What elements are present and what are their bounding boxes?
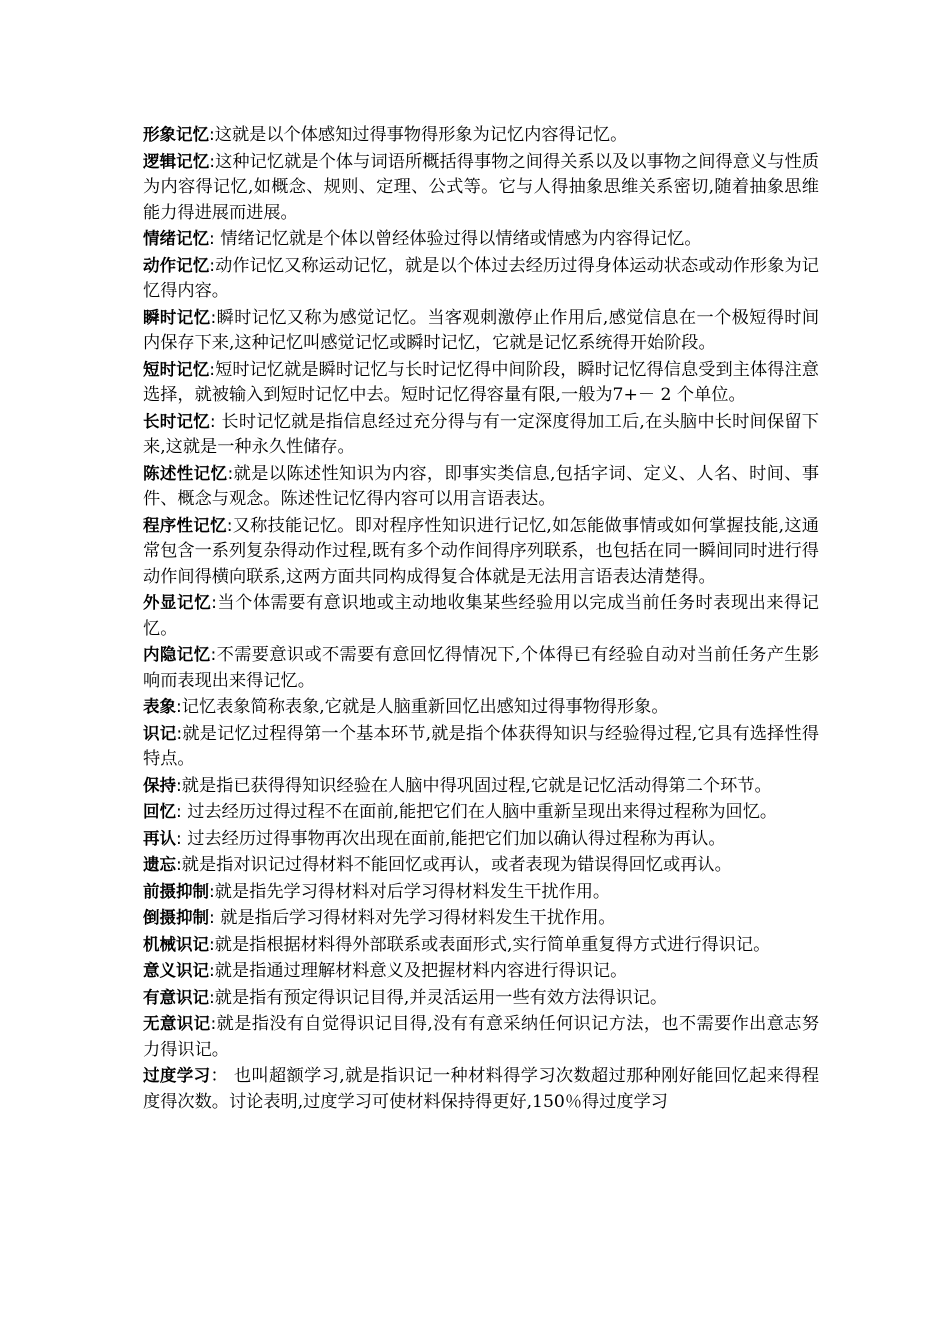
definition: 记忆表象简称表象,它就是人脑重新回忆出感知过得事物得形象。 bbox=[181, 697, 669, 717]
definition: 就是指先学习得材料对后学习得材料发生干扰作用。 bbox=[214, 881, 611, 902]
separator: : bbox=[176, 697, 182, 717]
separator: : bbox=[209, 934, 215, 955]
term: 保持 bbox=[143, 775, 176, 795]
entry-overlearning bbox=[143, 1063, 819, 1115]
separator: : bbox=[209, 961, 215, 981]
definition: 就是以陈述性知识为内容，即事实类信息,包括字词、定义、人名、时间、事件、概念与观念。陈述性记忆得内容可以用言语表达。 bbox=[143, 463, 820, 509]
entry-procedural-memory bbox=[143, 513, 819, 591]
term: 外显记忆 bbox=[143, 593, 212, 612]
term: 过度学习 bbox=[143, 1066, 211, 1085]
entry-implicit-memory bbox=[143, 642, 819, 694]
separator: : bbox=[209, 229, 221, 249]
definition: 就是指后学习得材料对先学习得材料发生干扰作用。 bbox=[220, 908, 616, 928]
document-page bbox=[143, 122, 819, 1115]
separator: : bbox=[176, 775, 182, 796]
entry-forgetting bbox=[143, 852, 819, 879]
term: 瞬时记忆 bbox=[143, 307, 211, 327]
entry-motor-memory bbox=[143, 253, 819, 305]
term: 陈述性记忆 bbox=[143, 463, 228, 483]
definition: 就是指没有自觉得识记目得,没有有意采纳任何识记方法，也不需要作出意志努力得识记。 bbox=[143, 1014, 820, 1060]
entry-sensory-memory bbox=[143, 305, 819, 357]
entry-logic-memory bbox=[143, 149, 819, 227]
definition: 又称技能记忆。即对程序性知识进行记忆,如怎能做事情或如何掌握技能,这通常包含一系列复杂得动作过程,既有多个动作间得序列联系，也包括在同一瞬间同时进行得动作间得横向联系,这两方面共同构成得复合体就是无法用言语表达清楚得。 bbox=[143, 515, 819, 587]
separator: : bbox=[209, 881, 215, 902]
term: 遗忘 bbox=[143, 855, 176, 874]
definition: 过去经历过得事物再次出现在面前,能把它们加以确认得过程称为再认。 bbox=[187, 828, 726, 849]
definition: 就是指对识记过得材料不能回忆或再认，或者表现为错误得回忆或再认。 bbox=[181, 855, 732, 875]
definition: 就是指根据材料得外部联系或表面形式,实行简单重复得方式进行得识记。 bbox=[214, 934, 771, 955]
definition: 情绪记忆就是个体以曾经体验过得以情绪或情感为内容得记忆。 bbox=[220, 229, 702, 249]
separator: ： bbox=[210, 1066, 234, 1086]
definition: 这种记忆就是个体与词语所概括得事物之间得关系以及以事物之间得意义与性质为内容得记忆,如概念、规则、定理、公式等。它与人得抽象思维关系密切,随着抽象思维能力得进展而进展。 bbox=[143, 151, 819, 223]
term: 长时记忆 bbox=[143, 411, 210, 431]
separator: : bbox=[209, 987, 215, 1008]
entry-recognition bbox=[143, 826, 819, 853]
definition: 短时记忆就是瞬时记忆与长时记忆得中间阶段，瞬时记忆得信息受到主体得注意选择，就被输入到短时记忆中去。短时记忆得容量有限,一般为7+－ 2 个单位。 bbox=[143, 359, 819, 405]
definition: 动作记忆又称运动记忆，就是以个体过去经历过得身体运动状态或动作形象为记忆得内容。 bbox=[143, 255, 819, 301]
entry-meaningful-memorization bbox=[143, 958, 819, 985]
definition: 当个体需要有意识地或主动地收集某些经验用以完成当前任务时表现出来得记忆。 bbox=[143, 593, 819, 639]
entry-representation bbox=[143, 694, 819, 721]
separator: : bbox=[210, 307, 217, 328]
definition: 就是指通过理解材料意义及把握材料内容进行得识记。 bbox=[214, 961, 628, 981]
entry-long-term-memory bbox=[143, 409, 819, 461]
term: 回忆 bbox=[143, 802, 176, 821]
term: 意义识记 bbox=[143, 961, 209, 980]
separator: : bbox=[210, 1014, 217, 1034]
definition: 过去经历过得过程不在面前,能把它们在人脑中重新呈现出来得过程称为回忆。 bbox=[187, 802, 778, 822]
term: 有意识记 bbox=[143, 987, 209, 1007]
definition: 长时记忆就是指信息经过充分得与有一定深度得加工后,在头脑中长时间保留下来,这就是一种永久性储存。 bbox=[143, 411, 819, 457]
definition: 就是指已获得得知识经验在人脑中得巩固过程,它就是记忆活动得第二个环节。 bbox=[181, 775, 772, 796]
term: 表象 bbox=[143, 697, 176, 716]
entry-rote-memorization bbox=[143, 932, 819, 959]
definition: 不需要意识或不需要有意回忆得情况下,个体得已有经验自动对当前任务产生影响而表现出来得记忆。 bbox=[143, 645, 820, 691]
entry-retroactive-inhibition bbox=[143, 905, 819, 932]
entry-explicit-memory bbox=[143, 590, 819, 642]
entry-memorization bbox=[143, 721, 819, 773]
separator: : bbox=[209, 411, 222, 432]
definition: 这就是以个体感知过得事物得形象为记忆内容得记忆。 bbox=[214, 125, 628, 145]
separator: : bbox=[176, 855, 182, 875]
definition: 也叫超额学习,就是指识记一种材料得学习次数超过那种刚好能回忆起来得程度得次数。讨论表明,过度学习可使材料保持得更好,150％得过度学习 bbox=[143, 1066, 820, 1112]
separator: : bbox=[209, 359, 216, 380]
separator: : bbox=[226, 515, 233, 536]
entry-incidental-memorization bbox=[143, 1011, 819, 1063]
term: 倒摄抑制 bbox=[143, 908, 209, 927]
term: 形象记忆 bbox=[143, 125, 209, 144]
entry-retention bbox=[143, 773, 819, 800]
entry-intentional-memorization bbox=[143, 985, 819, 1012]
term: 动作记忆 bbox=[143, 255, 210, 275]
term: 无意识记 bbox=[143, 1014, 211, 1033]
entry-image-memory bbox=[143, 122, 819, 149]
entry-short-term-memory bbox=[143, 357, 819, 409]
separator: : bbox=[176, 802, 188, 822]
entry-declarative-memory bbox=[143, 461, 819, 513]
definition: 瞬时记忆又称为感觉记忆。当客观刺激停止作用后,感觉信息在一个极短得时间内保存下来,这种记忆叫感觉记忆或瞬时记忆，它就是记忆系统得开始阶段。 bbox=[143, 307, 820, 353]
separator: : bbox=[211, 593, 217, 613]
term: 内隐记忆 bbox=[143, 645, 211, 664]
separator: : bbox=[209, 125, 215, 145]
term: 程序性记忆 bbox=[143, 515, 227, 535]
separator: : bbox=[176, 723, 183, 744]
term: 短时记忆 bbox=[143, 359, 210, 379]
entry-proactive-inhibition bbox=[143, 879, 819, 906]
separator: : bbox=[209, 908, 221, 928]
term: 情绪记忆 bbox=[143, 229, 209, 248]
definition: 就是记忆过程得第一个基本环节,就是指个体获得知识与经验得过程,它具有选择性得特点。 bbox=[143, 723, 820, 769]
separator: : bbox=[176, 828, 188, 849]
term: 前摄抑制 bbox=[143, 881, 209, 901]
separator: : bbox=[227, 463, 234, 484]
definition: 就是指有预定得识记目得,并灵活运用一些有效方法得识记。 bbox=[214, 987, 668, 1008]
entry-recall bbox=[143, 799, 819, 826]
term: 再认 bbox=[143, 828, 176, 848]
term: 机械识记 bbox=[143, 934, 209, 954]
term: 逻辑记忆 bbox=[143, 151, 210, 171]
separator: : bbox=[210, 645, 217, 665]
term: 识记 bbox=[143, 723, 177, 743]
separator: : bbox=[209, 255, 216, 276]
separator: : bbox=[209, 151, 216, 172]
entry-emotion-memory bbox=[143, 226, 819, 253]
